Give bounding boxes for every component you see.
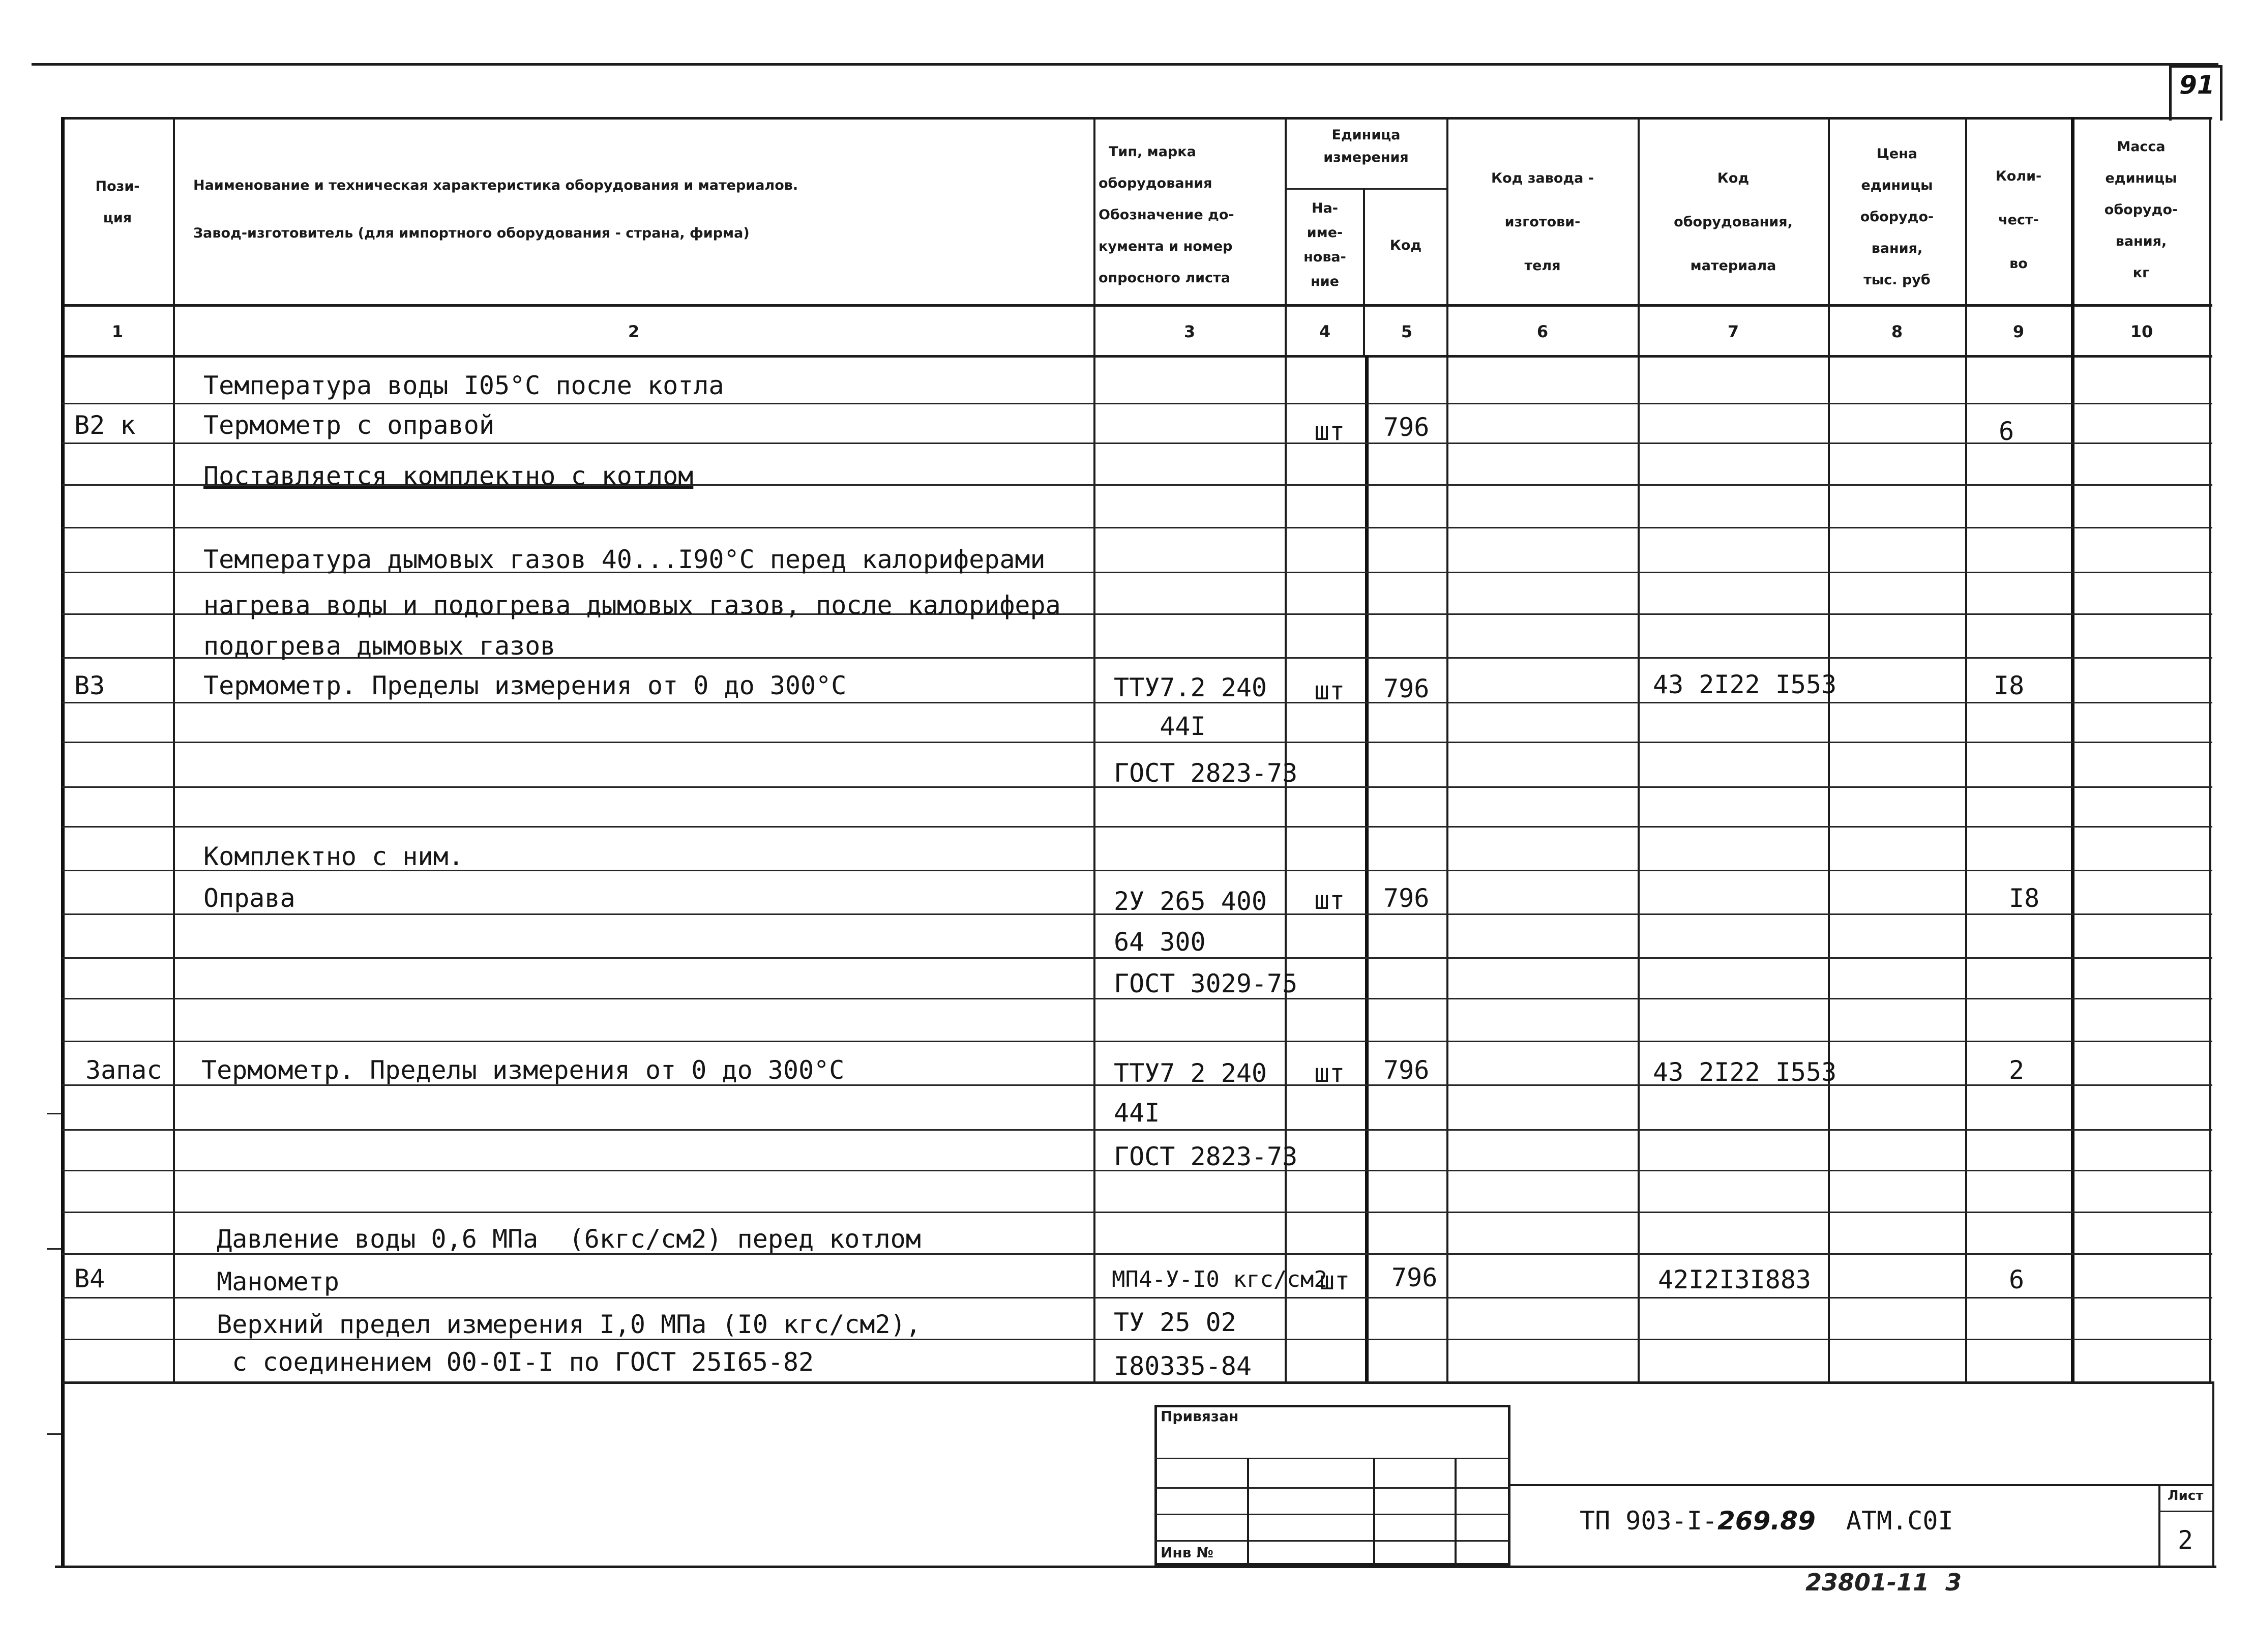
cell-name: Верхний предел измерения I,0 МПа (I0 кгс/см2), bbox=[201, 1310, 921, 1339]
cell-name: Манометр bbox=[201, 1267, 339, 1296]
colnum-1: 1 bbox=[111, 322, 124, 341]
cell-quantity: 2 bbox=[2009, 1055, 2025, 1085]
colnum-3: 3 bbox=[1183, 322, 1196, 341]
colnum-4: 4 bbox=[1319, 322, 1331, 341]
colnum-2: 2 bbox=[628, 322, 640, 341]
cell-type: 44I bbox=[1114, 712, 1206, 741]
doc-code-prefix: ТП 903-I- bbox=[1580, 1506, 1717, 1536]
cell-type: ТТУ7.2 240 bbox=[1114, 673, 1267, 702]
cell-name: Комплектно с ним. bbox=[203, 842, 464, 871]
cell-type: ГОСТ 3029-75 bbox=[1114, 969, 1298, 998]
header-position: Пози- ция bbox=[95, 179, 140, 226]
cell-quantity: I8 bbox=[2009, 883, 2040, 913]
cell-position: В2 к bbox=[74, 410, 136, 440]
cell-position: Запас bbox=[85, 1055, 162, 1085]
header-unit-group: Единица измерения bbox=[1323, 127, 1409, 165]
cell-unit: шт bbox=[1319, 1266, 1350, 1295]
cell-type: 64 300 bbox=[1114, 927, 1206, 957]
cell-unit: шт bbox=[1314, 417, 1345, 446]
cell-equipment-code: 42I2I3I883 bbox=[1658, 1265, 1812, 1294]
cell-quantity: I8 bbox=[1994, 671, 2025, 700]
top-rule bbox=[32, 63, 2218, 66]
colnum-5: 5 bbox=[1401, 322, 1413, 341]
cell-name: Термометр. Пределы измерения от 0 до 300°С bbox=[203, 671, 847, 700]
cell-quantity: 6 bbox=[1999, 417, 2014, 446]
cell-type: 2У 265 400 bbox=[1114, 887, 1267, 916]
doc-code-handwritten: 269.89 bbox=[1717, 1506, 1816, 1536]
cell-equipment-code: 43 2I22 I553 bbox=[1653, 670, 1837, 699]
cell-equipment-code: 43 2I22 I553 bbox=[1653, 1057, 1837, 1087]
stamp-privyazan: Привязан bbox=[1161, 1408, 1239, 1425]
header-price: Цена единицы оборудо- вания, тыс. руб bbox=[1860, 146, 1934, 288]
header-mass: Масса единицы оборудо- вания, кг bbox=[2104, 139, 2178, 281]
cell-code: 796 bbox=[1383, 412, 1430, 442]
cell-unit: шт bbox=[1314, 676, 1345, 705]
cell-name: Давление воды 0,6 МПа (6кгс/см2) перед котлом bbox=[201, 1224, 921, 1254]
cell-type: 44I bbox=[1114, 1098, 1160, 1128]
cell-name: Термометр. Пределы измерения от 0 до 300°С bbox=[201, 1055, 845, 1085]
header-unit-code: Код bbox=[1389, 238, 1422, 253]
header-unit-name: На- име- нова- ние bbox=[1303, 200, 1346, 289]
cell-code: 796 bbox=[1391, 1263, 1438, 1292]
stamp-inv-no: Инв № bbox=[1161, 1544, 1213, 1561]
doc-code-suffix: АТМ.С0I bbox=[1846, 1506, 1953, 1536]
colnum-7: 7 bbox=[1727, 322, 1739, 341]
cell-code: 796 bbox=[1383, 883, 1430, 913]
document-code bbox=[1580, 1506, 1953, 1536]
cell-type: МП4-У-I0 кгс/см2 bbox=[1112, 1266, 1327, 1292]
header-quantity: Коли- чест- во bbox=[1995, 168, 2042, 272]
cell-position: В4 bbox=[74, 1264, 105, 1293]
cell-name: Поставляется комплектно с котлом bbox=[203, 461, 694, 491]
cell-name: Температура дымовых газов 40...I90°С перед калориферами bbox=[203, 545, 1046, 574]
colnum-10: 10 bbox=[2130, 322, 2153, 341]
cell-code: 796 bbox=[1383, 674, 1430, 703]
cell-type: I80335-84 bbox=[1114, 1351, 1252, 1381]
header-factory-code: Код завода - изготови- теля bbox=[1491, 170, 1594, 274]
cell-name: Оправа bbox=[203, 883, 295, 913]
header-name: Наименование и техническая характеристика оборудования и материалов. Завод-изготовитель (для импортного оборудования - страна, фирма) bbox=[193, 178, 798, 241]
cell-type: ГОСТ 2823-73 bbox=[1114, 1142, 1298, 1171]
cell-unit: шт bbox=[1314, 886, 1345, 915]
sheet-number: 2 bbox=[2178, 1525, 2193, 1555]
page-number: 91 bbox=[2179, 70, 2215, 100]
margin-tick bbox=[47, 1248, 61, 1250]
header-equipment-code: Код оборудования, материала bbox=[1674, 170, 1793, 274]
colnum-8: 8 bbox=[1891, 322, 1903, 341]
cell-code: 796 bbox=[1383, 1055, 1430, 1085]
archive-number: 23801-11 3 bbox=[1805, 1569, 1962, 1596]
cell-name: нагрева воды и подогрева дымовых газов, после калорифера bbox=[203, 591, 1061, 620]
title-block-rule bbox=[1510, 1484, 2212, 1486]
cell-type: ГОСТ 2823-73 bbox=[1114, 758, 1298, 788]
header-type: Тип, марка оборудования Обозначение до- кумента и номер опросного листа bbox=[1099, 144, 1234, 286]
colnum-9: 9 bbox=[2012, 322, 2025, 341]
margin-tick bbox=[47, 1433, 61, 1435]
cell-type: ТУ 25 02 bbox=[1114, 1308, 1236, 1337]
cell-unit: шт bbox=[1314, 1058, 1345, 1088]
margin-tick bbox=[47, 1113, 61, 1114]
cell-quantity: 6 bbox=[2009, 1265, 2025, 1294]
cell-name: Температура воды I05°С после котла bbox=[203, 371, 724, 400]
cell-name: с соединением 00-0I-I по ГОСТ 25I65-82 bbox=[201, 1347, 814, 1377]
colnum-6: 6 bbox=[1536, 322, 1549, 341]
cell-name: Термометр с оправой bbox=[203, 410, 494, 440]
cell-position: В3 bbox=[74, 671, 105, 700]
sheet-label: Лист bbox=[2168, 1488, 2204, 1503]
cell-type: ТТУ7 2 240 bbox=[1114, 1058, 1267, 1088]
cell-name: подогрева дымовых газов bbox=[203, 631, 556, 661]
